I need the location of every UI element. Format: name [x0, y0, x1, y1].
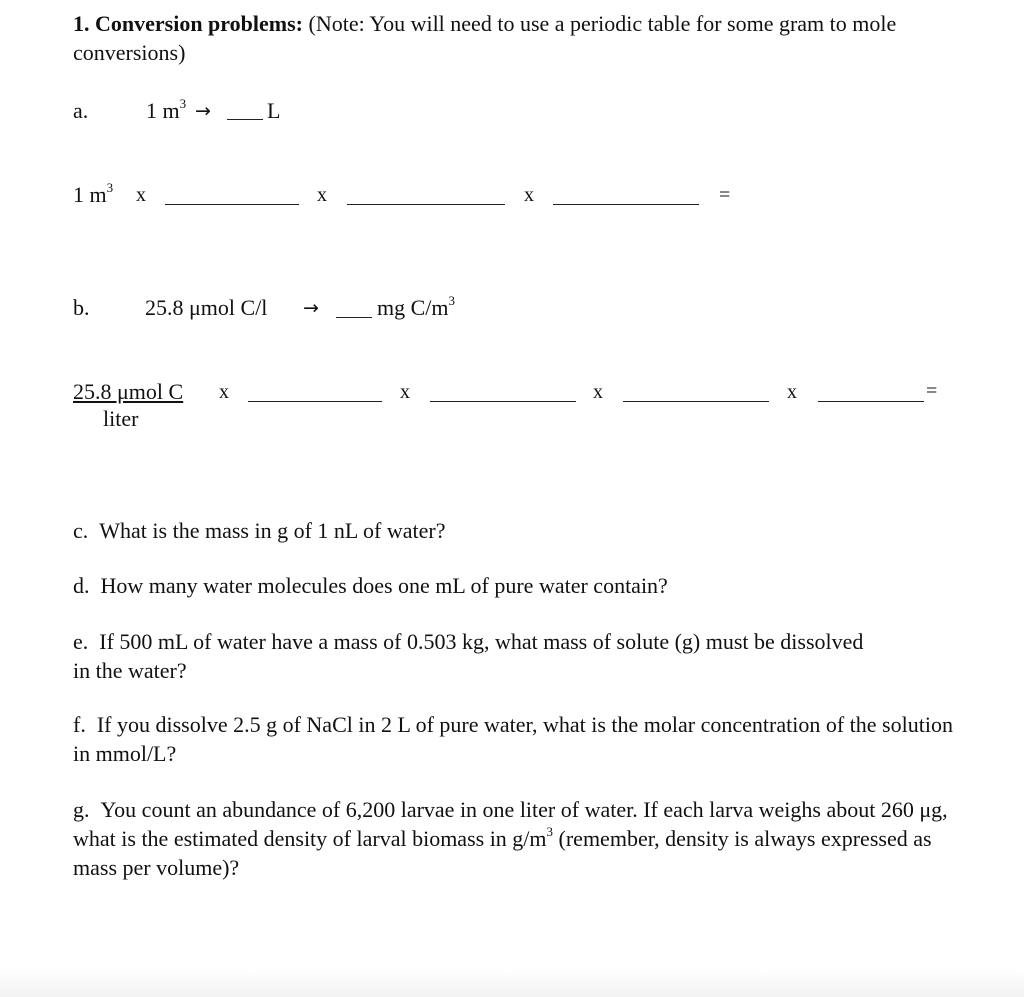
- answer-blank[interactable]: [227, 119, 263, 120]
- question-text: What is the mass in g of 1 nL of water?: [99, 518, 446, 543]
- question-text: You count an abundance of 6,200 larvae in one liter of water. If each larva weighs about 260 μg, what is the estimated density of larval biomass in g/m: [73, 797, 948, 851]
- conversion-blank[interactable]: [347, 204, 505, 205]
- problem-b-letter: b.: [73, 295, 90, 320]
- problem-b-given: 25.8 μmol C/l: [145, 295, 268, 320]
- page-bottom-fade: [0, 969, 1024, 997]
- question-text: If 500 mL of water have a mass of 0.503 kg, what mass of solute (g) must be dissolved in the water?: [73, 629, 864, 683]
- problem-b-denominator: liter: [103, 406, 139, 431]
- problem-b-numerator: 25.8 μmol C: [73, 379, 184, 404]
- section-note: (Note: You will need to use a periodic table for some gram to mole conversions): [73, 11, 897, 65]
- times-sign: x: [136, 184, 146, 206]
- conversion-blank[interactable]: [623, 401, 769, 402]
- question-g: [73, 795, 948, 882]
- question-letter: e.: [73, 629, 89, 654]
- question-e: [73, 627, 873, 685]
- conversion-blank[interactable]: [818, 401, 924, 402]
- conversion-blank[interactable]: [165, 204, 299, 205]
- times-sign: x: [400, 381, 410, 403]
- question-letter: f.: [73, 712, 86, 737]
- problem-a-work-start: 1 $m^3$: [73, 179, 114, 207]
- question-exponent: 3: [546, 823, 554, 839]
- conversion-blank[interactable]: [430, 401, 576, 402]
- times-sign: x: [524, 184, 534, 206]
- answer-blank[interactable]: [336, 317, 372, 318]
- question-letter: c.: [73, 518, 89, 543]
- question-text: How many water molecules does one mL of pure water contain?: [100, 573, 668, 598]
- problem-b-target-unit: mg $C/m^3$: [377, 292, 456, 320]
- problem-a-given: 1 $m^3$: [146, 95, 187, 123]
- question-c: [73, 516, 953, 545]
- times-sign: x: [317, 184, 327, 206]
- conversion-blank[interactable]: [553, 204, 699, 205]
- problem-a-letter: a.: [73, 98, 89, 123]
- times-sign: x: [787, 381, 797, 403]
- question-d: [73, 571, 953, 600]
- question-letter: g.: [73, 797, 90, 822]
- right-arrow-icon: →: [303, 297, 319, 319]
- right-arrow-icon: →: [195, 100, 211, 122]
- question-text-tail: (remember, density is always expressed as mass per volume)?: [73, 826, 932, 880]
- times-sign: x: [593, 381, 603, 403]
- times-sign: x: [219, 381, 229, 403]
- equals-sign: =: [926, 380, 938, 402]
- question-f: [73, 710, 953, 768]
- question-text: If you dissolve 2.5 g of NaCl in 2 L of pure water, what is the molar concentration of the solution in mmol/L?: [73, 712, 953, 766]
- section-heading: [73, 9, 973, 67]
- conversion-blank[interactable]: [248, 401, 382, 402]
- question-letter: d.: [73, 573, 90, 598]
- problem-a-target-unit: L: [267, 98, 281, 123]
- equals-sign: =: [719, 184, 731, 206]
- section-title: 1. Conversion problems:: [73, 11, 303, 36]
